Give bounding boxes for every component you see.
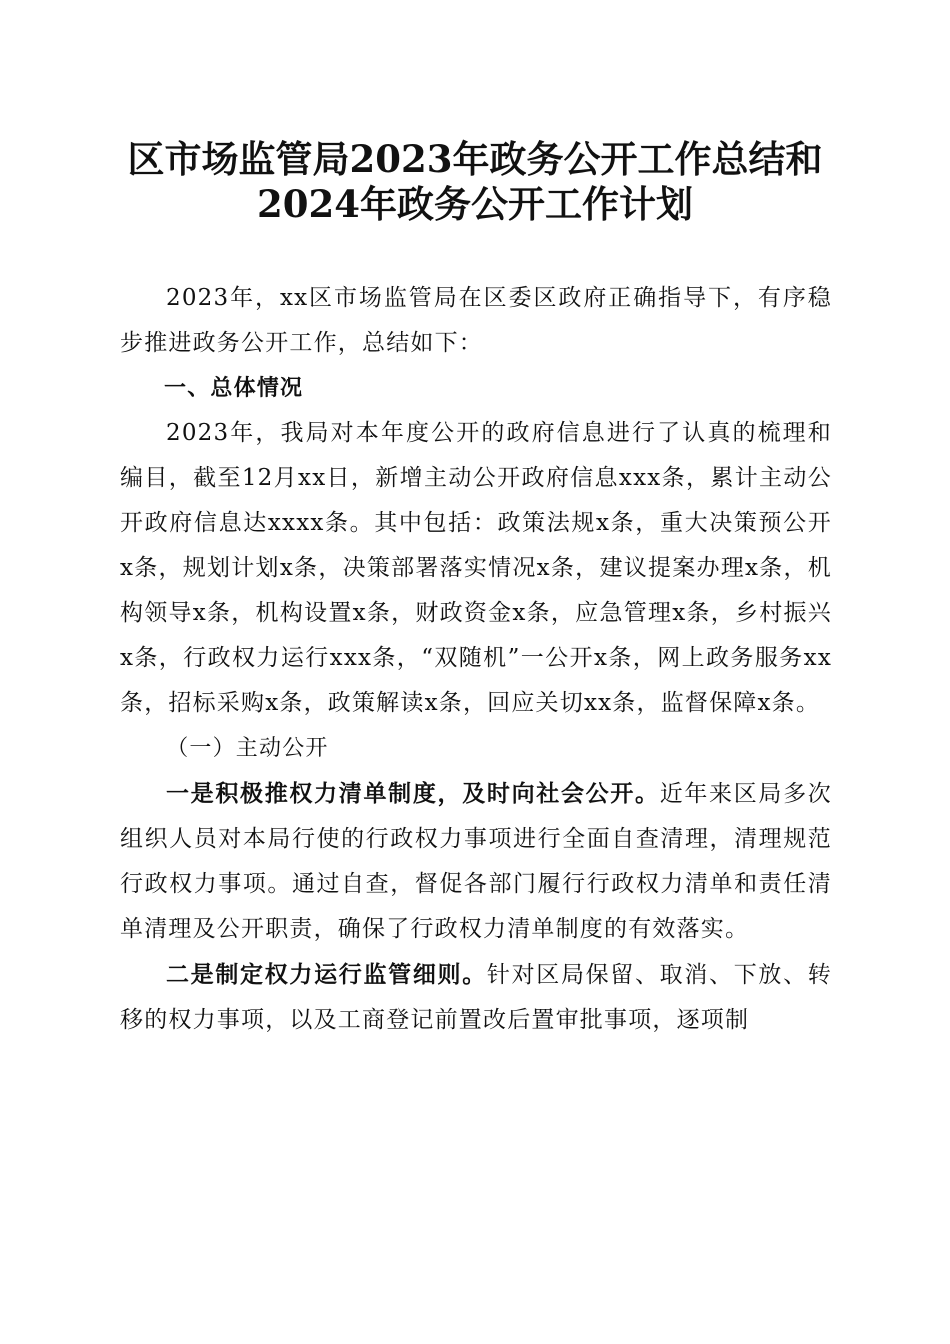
section-heading-overview: 一、总体情况: [164, 376, 304, 401]
document-body: [120, 276, 832, 1043]
item-1-text: 近年来区局多次组织人员对本局行使的行政权力事项进行全面自查清理，清理规范行政权力事项。通过自查，督促各部门履行行政权力清单和责任清单清理及公开职责，确保了行政权力清单制度的有效落实。: [120, 781, 832, 942]
document-title-line-1: 区市场监管局2023年政务公开工作总结和: [127, 137, 823, 181]
item-paragraph-1: [120, 771, 832, 952]
item-paragraph-2: [120, 952, 832, 1043]
document-title-line-2: 2024年政务公开工作计划: [257, 182, 693, 226]
item-2-text: 针对区局保留、取消、下放、转移的权力事项，以及工商登记前置改后置审批事项，逐项制: [120, 962, 832, 1033]
item-2-lead: 二是制定权力运行监管细则。: [166, 961, 487, 988]
subsection-heading-proactive-disclosure: （一）主动公开: [166, 736, 329, 761]
item-1-lead: 一是积极推权力清单制度，及时向社会公开。: [166, 780, 660, 807]
overview-paragraph: 2023年，我局对本年度公开的政府信息进行了认真的梳理和编目，截至12月xx日，新增主动公开政府信息xxx条，累计主动公开政府信息达xxxx条。其中包括：政策法规x条，重大决策预公开x条，规划计划x条，决策部署落实情况x条，建议提案办理x条，机构领导x条，机构设置x条，财政资金x条，应急管理x条，乡村振兴x条，行政权力运行xxx条，“双随机”一公开x条，网上政务服务xx条，招标采购x条，政策解读x条，回应关切xx条，监督保障x条。: [120, 420, 832, 716]
intro-paragraph: 2023年，xx区市场监管局在区委区政府正确指导下，有序稳步推进政务公开工作，总结如下：: [120, 285, 832, 356]
